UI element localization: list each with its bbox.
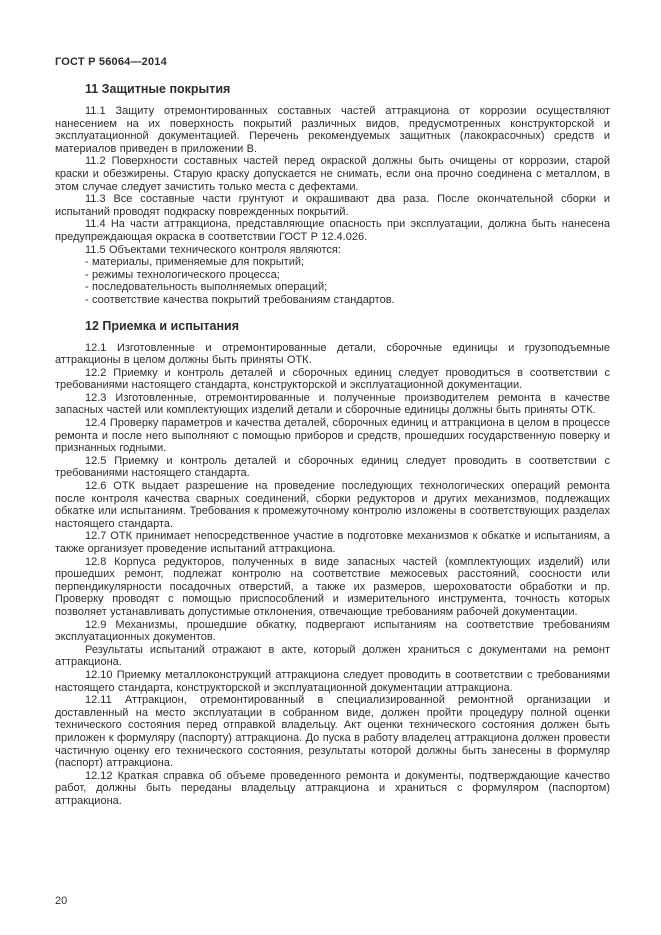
paragraph-11-1: 11.1 Защиту отремонтированных составных частей аттракциона от коррозии осуществляют нанесением на их поверхность покрытий различных видов, предусмотренных конструкторской и эксплуатационной документацией. Перечень рекомендуемых защитных (лакокрасочных) средств и материалов приведен в приложении В. bbox=[55, 105, 610, 155]
section-12-title: 12 Приемка и испытания bbox=[85, 318, 240, 333]
paragraph-12-6: 12.6 ОТК выдает разрешение на проведение последующих технологических операций ремонта после контроля качества сварных соединений, сборки редукторов и других механизмов, подлежащих обкатке или испытаниям. Требования к промежуточному контролю изложены в соответствующих разделах настоящего стандарта. bbox=[55, 480, 610, 530]
page-content bbox=[55, 56, 610, 807]
paragraph-11-3: 11.3 Все составные части грунтуют и окрашивают два раза. После окончательной сборки и испытаний проводят подкраску поврежденных покрытий. bbox=[55, 193, 610, 218]
paragraph-12-2: 12.2 Приемку и контроль деталей и сборочных единиц следует проводиться в соответствии с требованиями настоящего стандарта, конструкторской и эксплуатационной документации. bbox=[55, 366, 610, 392]
paragraph-12-5: 12.5 Приемку и контроль деталей и сборочных единиц следует проводить в соответствии с требованиями настоящего стандарта. bbox=[55, 454, 610, 480]
paragraph-12-8: 12.8 Корпуса редукторов, полученных в виде запасных частей (комплектующих изделий) или прошедших ремонт, подлежат контролю на соответствие межосевых расстояний, соосности или перпендикулярности посадочных отверстий, а также их размеров, шероховатости обработки и пр. Проверку проводят с помощью приспособлений и измерительного инструмента, точность которых позволяет устанавливать допустимые отклонения, отвечающие требованиям рабочей документации. bbox=[55, 555, 610, 618]
paragraph-11-5: 11.5 Объектами технического контроля являются: bbox=[85, 243, 341, 256]
page-number: 20 bbox=[55, 895, 68, 907]
list-item-11-5-4: - соответствие качества покрытий требованиям стандартов. bbox=[85, 293, 395, 306]
section-11-protective-coatings bbox=[55, 82, 610, 307]
paragraph-12-4: 12.4 Проверку параметров и качества деталей, сборочных единиц и аттракциона в целом в процессе ремонта и после него выполняют с помощью приборов и средств, прошедших государственную поверку и признанных годными. bbox=[55, 417, 610, 455]
paragraph-12-9-results: Результаты испытаний отражают в акте, который должен храниться с документами на ремонт аттракциона. bbox=[55, 643, 610, 669]
section-12-acceptance-testing bbox=[55, 319, 610, 808]
paragraph-12-10: 12.10 Приемку металлоконструкций аттракциона следует проводить в соответствии с требованиями настоящего стандарта, конструкторской и эксплуатационной документации аттракциона. bbox=[55, 668, 610, 694]
doc-code-header: ГОСТ Р 56064—2014 bbox=[55, 56, 167, 68]
paragraph-12-9: 12.9 Механизмы, прошедшие обкатку, подвергают испытаниям на соответствие требованиям эксплуатационных документов. bbox=[55, 618, 610, 644]
paragraph-12-1: 12.1 Изготовленные и отремонтированные детали, сборочные единицы и грузоподъемные аттракционы в целом должны быть приняты ОТК. bbox=[55, 341, 610, 367]
section-11-title: 11 Защитные покрытия bbox=[85, 82, 231, 96]
paragraph-11-4: 11.4 На части аттракциона, представляющие опасность при эксплуатации, должна быть нанесена предупреждающая окраска в соответствии ГОСТ Р 12.4.026. bbox=[55, 218, 610, 243]
paragraph-12-7: 12.7 ОТК принимает непосредственное участие в подготовке механизмов к обкатке и испытаниям, а также организует проведение испытаний аттракциона. bbox=[55, 530, 610, 555]
paragraph-12-11: 12.11 Аттракцион, отремонтированный в специализированной ремонтной организации и доставленный на место эксплуатации в собранном виде, должен пройти процедуру полной оценки технического состояния перед отправкой владельцу. Акт оценки технического состояния должен быть приложен к формуляру (паспорту) аттракциона. До пуска в работу владелец аттракциона должен провести частичную оценку его технического состояния, результаты которой должны быть занесены в формуляр (паспорт) аттракциона. bbox=[55, 694, 610, 770]
list-item-11-5-1: - материалы, применяемые для покрытий; bbox=[85, 256, 305, 269]
paragraph-12-3: 12.3 Изготовленные, отремонтированные и полученные производителем ремонта в качестве запасных частей или комплектующих изделий детали и сборочные единицы должны быть приняты ОТК. bbox=[55, 391, 610, 417]
paragraph-12-12: 12.12 Краткая справка об объеме проведенного ремонта и документы, подтверждающие качество работ, должны быть переданы владельцу аттракциона и храниться с формуляром (паспортом) аттракциона. bbox=[55, 769, 610, 807]
list-item-11-5-3: - последовательность выполняемых операций; bbox=[85, 281, 328, 294]
list-item-11-5-2: - режимы технологического процесса; bbox=[85, 268, 280, 281]
paragraph-11-2: 11.2 Поверхности составных частей перед окраской должны быть очищены от коррозии, старой краски и обезжирены. Старую краску допускается не снимать, если она прочно соединена с металлом, в этом случае следует зачистить только места с дефектами. bbox=[55, 155, 610, 193]
